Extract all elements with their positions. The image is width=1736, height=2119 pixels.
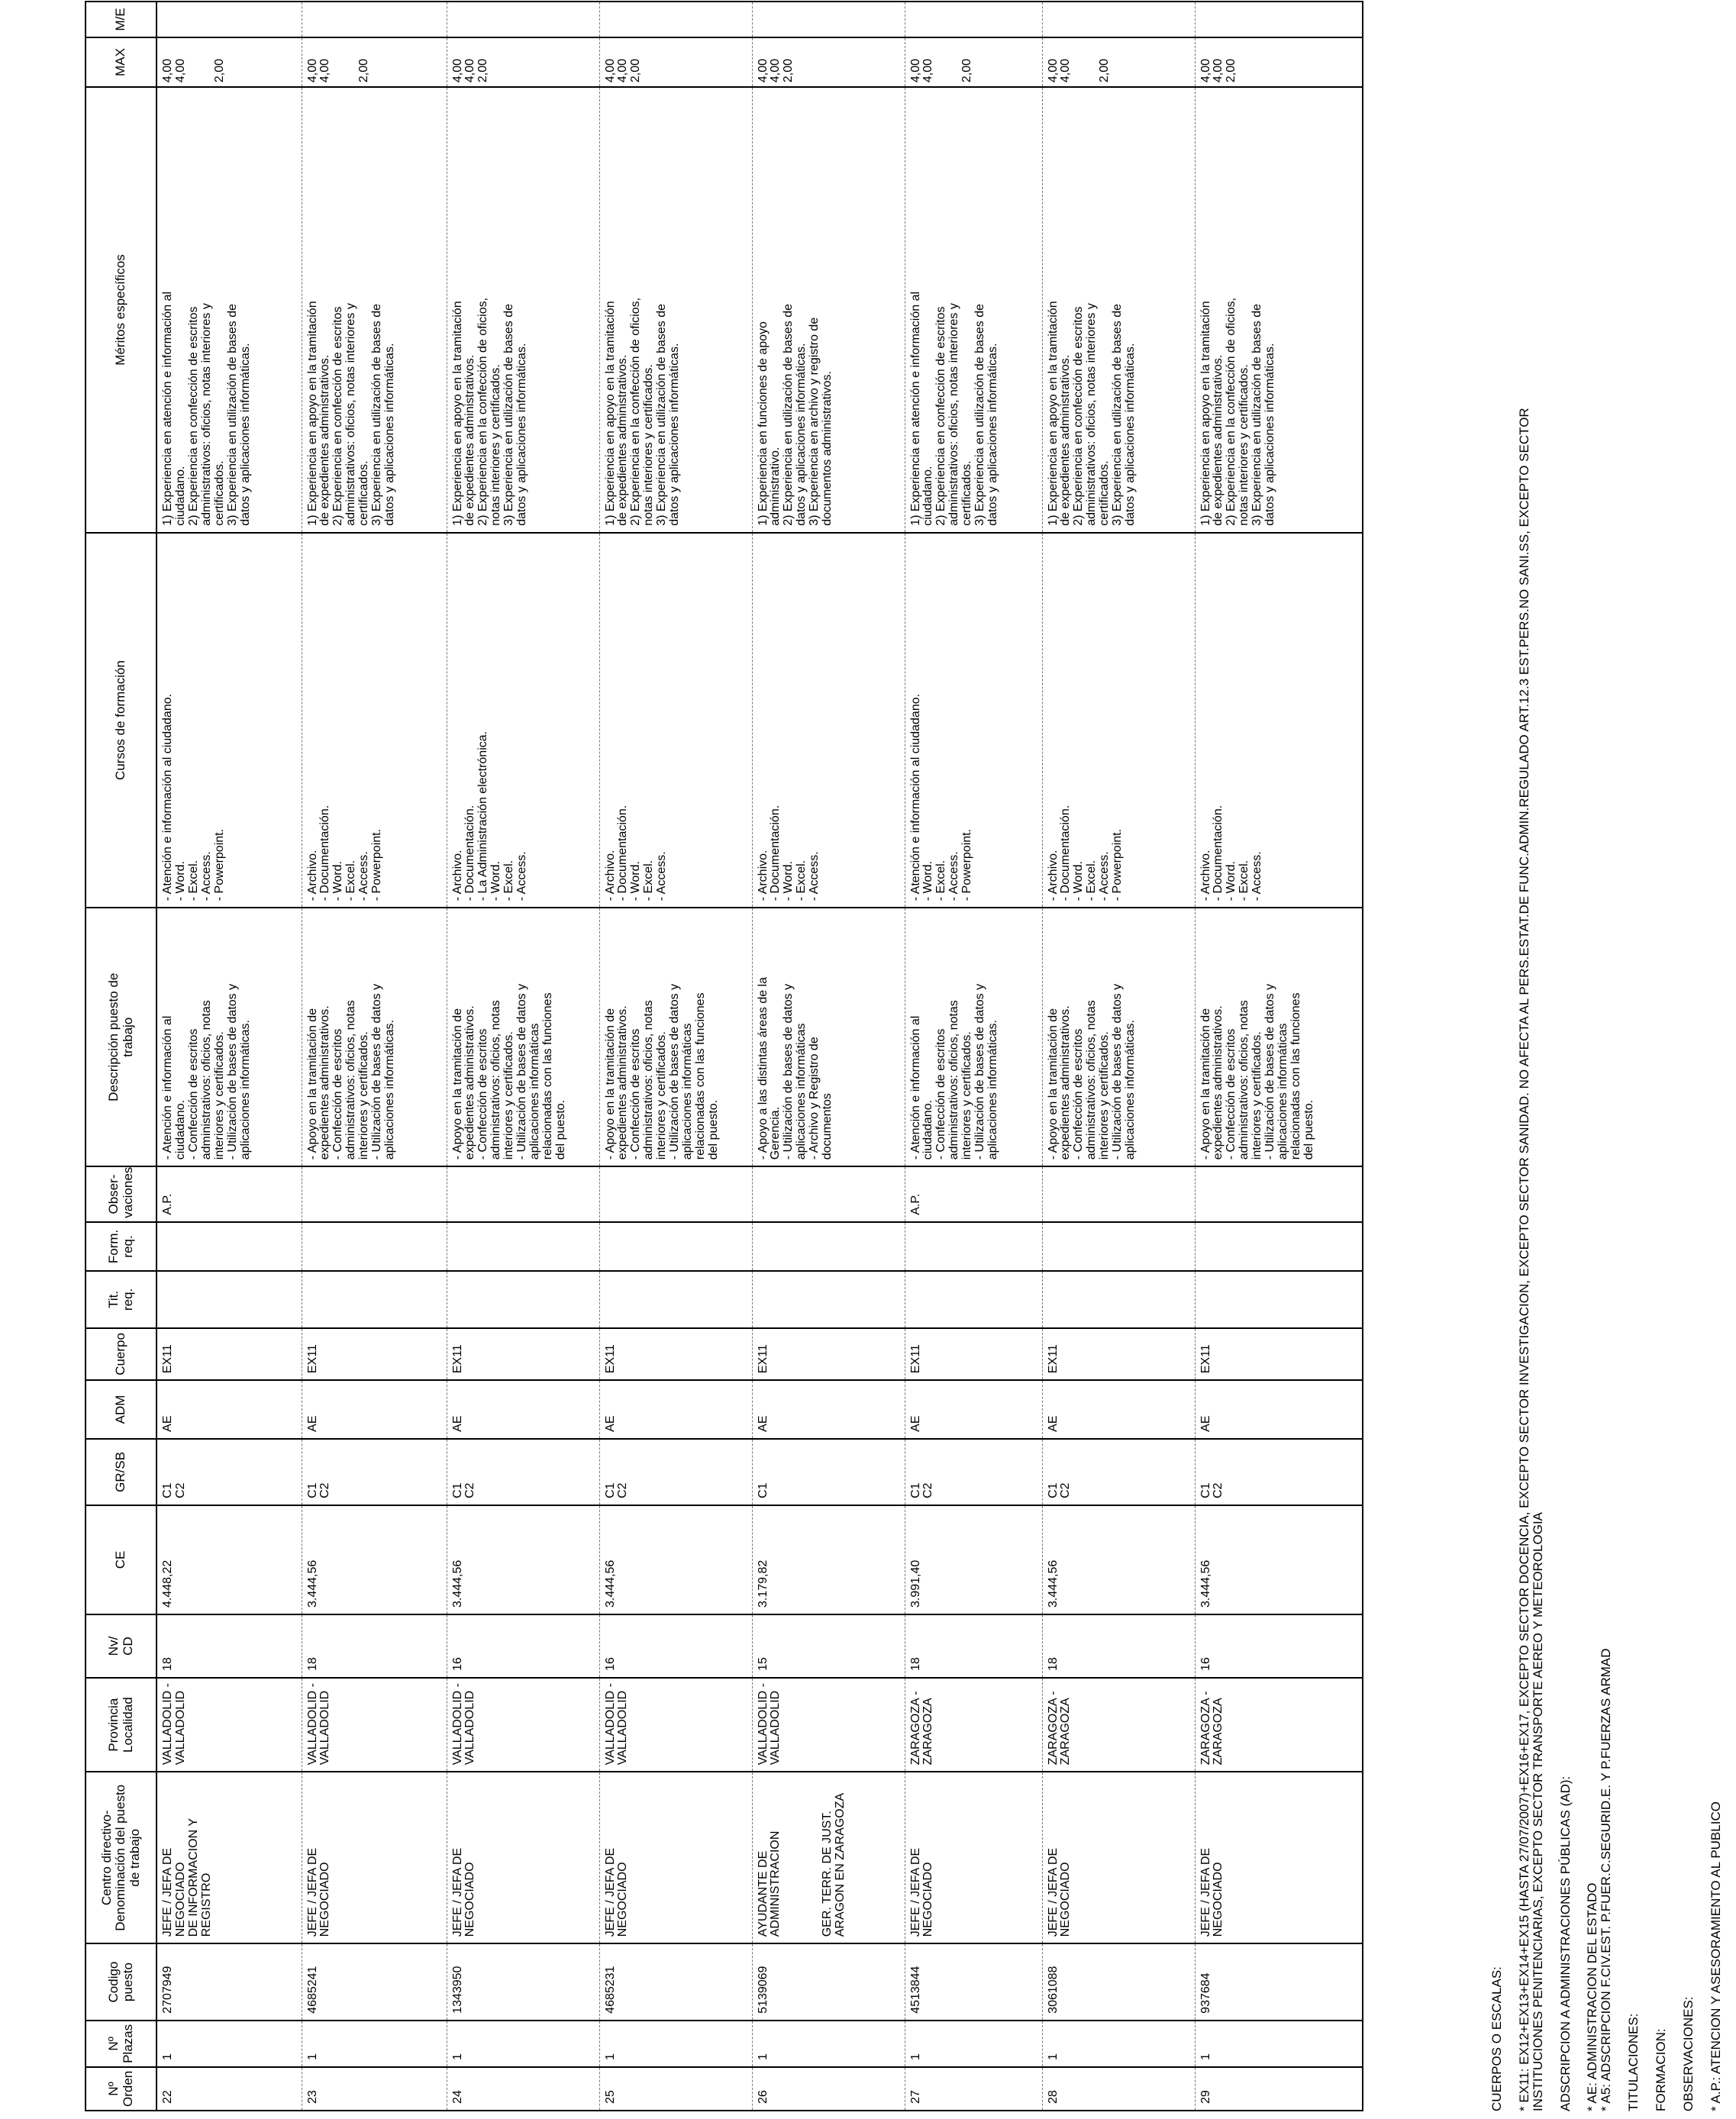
cell-max: 4,00 4,00 2,00 (302, 37, 447, 87)
header-ce: CE (86, 1505, 156, 1614)
header-cuerpo: Cuerpo (86, 1328, 156, 1380)
cell-orden: 28 (1042, 2067, 1195, 2111)
cell-ce: 3.444,56 (599, 1505, 752, 1614)
cell-grupo: C1 C2 (905, 1439, 1042, 1505)
cell-adm: AE (1195, 1380, 1363, 1439)
cell-nivel: 16 (447, 1614, 599, 1678)
legend-cuerpos (1490, 5, 1545, 2111)
cell-cursos: - Archivo. - Documentación. - Word. - Excel. - Access. (599, 533, 752, 908)
cell-observaciones (1042, 1166, 1195, 1222)
cell-formacion (905, 1222, 1042, 1271)
cell-formacion (156, 1222, 302, 1271)
cell-formacion (752, 1222, 905, 1271)
cell-cursos: - Atención e información al ciudadano. - Word. - Excel. - Access. - Powerpoint. (905, 533, 1042, 908)
cell-max: 4,00 4,00 2,00 (752, 37, 905, 87)
cell-codigo: 2707949 (156, 1943, 302, 2021)
cell-codigo: 4685241 (302, 1943, 447, 2021)
header-row (86, 2, 156, 2111)
cell-plazas: 1 (302, 2021, 447, 2067)
cell-provincia: ZARAGOZA - ZARAGOZA (1195, 1678, 1363, 1772)
cell-orden: 22 (156, 2067, 302, 2111)
cell-me (156, 2, 302, 37)
cell-meritos: 1) Experiencia en apoyo en la tramitación de expedientes administrativos. 2) Experiencia en confección de escritos administrativos: oficios, notas interiores y certificados. 3) Experiencia en utilización de bases de datos y aplicaciones informáticas. (302, 87, 447, 533)
cell-plazas: 1 (905, 2021, 1042, 2067)
cell-cursos: - Archivo. - Documentación. - La Administración electrónica. - Word. - Excel. - Access. (447, 533, 599, 908)
cell-nivel: 18 (1042, 1614, 1195, 1678)
cell-cuerpo: EX11 (1195, 1328, 1363, 1380)
cell-formacion (599, 1222, 752, 1271)
cell-max: 4,00 4,00 2,00 (905, 37, 1042, 87)
observaciones-title: OBSERVACIONES: (1680, 1996, 1696, 2111)
table-row (1042, 2, 1195, 2111)
cell-grupo: C1 C2 (1042, 1439, 1195, 1505)
cell-adm: AE (447, 1380, 599, 1439)
cell-centro: JEFE / JEFA DE NEGOCIADO DE INFORMACION Y REGISTRO (156, 1772, 302, 1943)
header-grupo: GR/SB (86, 1439, 156, 1505)
header-centro: Centro directivo- Denominación del puesto de trabajo (86, 1772, 156, 1943)
cell-cursos: - Archivo. - Documentación. - Word. - Excel. - Access. - Powerpoint. (302, 533, 447, 908)
cell-observaciones: A.P. (905, 1166, 1042, 1222)
header-plazas: Nº Plazas (86, 2021, 156, 2067)
cell-descripcion: - Apoyo a las distintas áreas de la Gerencia. - Utilización de bases de datos y aplicaciones informáticas - Archivo y Registro de documentos (752, 908, 905, 1166)
cell-codigo: 937684 (1195, 1943, 1363, 2021)
header-titulacion: Tit. req. (86, 1271, 156, 1328)
legend-footer (1490, 5, 1736, 2111)
cell-max: 4,00 4,00 2,00 (447, 37, 599, 87)
observaciones-ap: * A.P.: ATENCION Y ASESORAMIENTO AL PUBLICO (1708, 1801, 1723, 2111)
cell-cuerpo: EX11 (156, 1328, 302, 1380)
cell-descripcion: - Apoyo en la tramitación de expedientes administrativos. - Confección de escritos administrativos: oficios, notas interiores y certificados. - Utilización de bases de datos y aplicaciones informáticas relacionadas con las funciones del puesto. (1195, 908, 1363, 1166)
cell-codigo: 3061088 (1042, 1943, 1195, 2021)
cell-codigo: 4513844 (905, 1943, 1042, 2021)
cell-ce: 3.991,40 (905, 1505, 1042, 1614)
cell-adm: AE (752, 1380, 905, 1439)
cell-centro: AYUDANTE DE ADMINISTRACION GER. TERR. DE JUST. ARAGON EN ZARAGOZA (752, 1772, 905, 1943)
cell-plazas: 1 (1195, 2021, 1363, 2067)
cell-plazas: 1 (599, 2021, 752, 2067)
header-me: M/E (86, 2, 156, 37)
cell-grupo: C1 C2 (447, 1439, 599, 1505)
cell-grupo: C1 (752, 1439, 905, 1505)
cell-meritos: 1) Experiencia en apoyo en la tramitación de expedientes administrativos. 2) Experiencia en la confección de oficios, notas interiores y certificados. 3) Experiencia en utilización de bases de datos y aplicaciones informáticas. (1195, 87, 1363, 533)
header-max: MAX (86, 37, 156, 87)
cell-descripcion: - Apoyo en la tramitación de expedientes administrativos. - Confección de escritos administrativos: oficios, notas interiores y certificados. - Utilización de bases de datos y aplicaciones informáticas relacionadas con las funciones del puesto. (447, 908, 599, 1166)
header-adm: ADM (86, 1380, 156, 1439)
cell-titulacion (905, 1271, 1042, 1328)
cell-adm: AE (905, 1380, 1042, 1439)
cell-nivel: 18 (905, 1614, 1042, 1678)
cuerpos-text: * EX11: EX12+EX13+EX14+EX15 (HASTA 27/07/2007)+EX16+EX17, EXCEPTO SECTOR DOCENCIA, EXCEPTO SECTOR INVESTIGACION, EXCEPTO SECTOR SANIDAD. NO AFECTA AL PERS.ESTAT.DE FUNC.ADMIN.REGULADO ART.12.3 EST.PERS.NO SANI.SS, EXCEPTO SECTOR INSTITUCIONES PENITENCIARIAS, EXCEPTO SECTOR TRANSPORTE AEREO Y METEOROLOGIA (1516, 408, 1545, 2111)
cell-adm: AE (599, 1380, 752, 1439)
cell-nivel: 16 (1195, 1614, 1363, 1678)
cell-ce: 3.444,56 (302, 1505, 447, 1614)
cell-max: 4,00 4,00 2,00 (599, 37, 752, 87)
table-row (599, 2, 752, 2111)
header-nivel: Nv/ CD (86, 1614, 156, 1678)
cell-provincia: VALLADOLID - VALLADOLID (156, 1678, 302, 1772)
adscripcion-ae: * AE: ADMINISTRACION DEL ESTADO (1585, 1882, 1600, 2111)
cell-observaciones (599, 1166, 752, 1222)
legend-titulaciones (1627, 5, 1641, 2111)
cell-observaciones: A.P. (156, 1166, 302, 1222)
cell-descripcion: - Atención e información al ciudadano. - Confección de escritos administrativos: oficios, notas interiores y certificados. - Utilización de bases de datos y aplicaciones informáticas. (156, 908, 302, 1166)
adscripcion-title: ADSCRIPCION A ADMINISTRACIONES PÚBLICAS (AD): (1557, 1776, 1573, 2111)
cell-adm: AE (156, 1380, 302, 1439)
cell-descripcion: - Apoyo en la tramitación de expedientes administrativos. - Confección de escritos administrativos: oficios, notas interiores y certificados. - Utilización de bases de datos y aplicaciones informáticas. (1042, 908, 1195, 1166)
cell-observaciones (1195, 1166, 1363, 1222)
cell-formacion (447, 1222, 599, 1271)
cell-meritos: 1) Experiencia en atención e información al ciudadano. 2) Experiencia en confección de escritos administrativos: oficios, notas interiores y certificados. 3) Experiencia en utilización de bases de datos y aplicaciones informáticas. (905, 87, 1042, 533)
titulaciones-title: TITULACIONES: (1626, 2013, 1641, 2111)
cell-centro: JEFE / JEFA DE NEGOCIADO (447, 1772, 599, 1943)
cell-titulacion (447, 1271, 599, 1328)
cell-titulacion (1042, 1271, 1195, 1328)
cell-provincia: VALLADOLID - VALLADOLID (302, 1678, 447, 1772)
table-row (905, 2, 1042, 2111)
cell-provincia: VALLADOLID - VALLADOLID (599, 1678, 752, 1772)
cell-grupo: C1 C2 (302, 1439, 447, 1505)
cell-centro: JEFE / JEFA DE NEGOCIADO (599, 1772, 752, 1943)
cell-nivel: 18 (302, 1614, 447, 1678)
cell-centro: JEFE / JEFA DE NEGOCIADO (905, 1772, 1042, 1943)
cell-descripcion: - Atención e información al ciudadano. - Confección de escritos administrativos: oficios, notas interiores y certificados. - Utilización de bases de datos y aplicaciones informáticas. (905, 908, 1042, 1166)
cell-nivel: 16 (599, 1614, 752, 1678)
cell-ce: 3.444,56 (447, 1505, 599, 1614)
cell-cuerpo: EX11 (302, 1328, 447, 1380)
cell-max: 4,00 4,00 2,00 (1195, 37, 1363, 87)
cell-cursos: - Atención e información al ciudadano. - Word. - Excel. - Access. - Powerpoint. (156, 533, 302, 908)
cell-grupo: C1 C2 (156, 1439, 302, 1505)
cell-cursos: - Archivo. - Documentación. - Word. - Excel. - Access. - Powerpoint. (1042, 533, 1195, 908)
cell-cuerpo: EX11 (1042, 1328, 1195, 1380)
cell-me (302, 2, 447, 37)
legend-adscripcion (1559, 5, 1614, 2111)
cell-centro: JEFE / JEFA DE NEGOCIADO (1042, 1772, 1195, 1943)
cell-observaciones (752, 1166, 905, 1222)
header-provincia: Provincia Localidad (86, 1678, 156, 1772)
cell-me (905, 2, 1042, 37)
positions-table (85, 1, 1363, 2111)
cell-orden: 29 (1195, 2067, 1363, 2111)
cell-me (447, 2, 599, 37)
cell-plazas: 1 (1042, 2021, 1195, 2067)
header-descripcion: Descripción puesto de trabajo (86, 908, 156, 1166)
cell-cuerpo: EX11 (905, 1328, 1042, 1380)
cell-titulacion (1195, 1271, 1363, 1328)
cell-orden: 23 (302, 2067, 447, 2111)
cell-adm: AE (302, 1380, 447, 1439)
header-codigo: Codigo puesto (86, 1943, 156, 2021)
cell-me (752, 2, 905, 37)
table-row (1195, 2, 1363, 2111)
cuerpos-title: CUERPOS O ESCALAS: (1489, 1966, 1504, 2111)
cell-orden: 24 (447, 2067, 599, 2111)
cell-meritos: 1) Experiencia en atención e información al ciudadano. 2) Experiencia en confección de escritos administrativos: oficios, notas interiores y certificados. 3) Experiencia en utilización de bases de datos y aplicaciones informáticas. (156, 87, 302, 533)
cell-me (1042, 2, 1195, 37)
cell-ce: 3.444,56 (1195, 1505, 1363, 1614)
legend-formacion (1654, 5, 1668, 2111)
header-cursos: Cursos de formación (86, 533, 156, 908)
table-body (156, 2, 1363, 2111)
legend-observaciones (1682, 5, 1723, 2111)
cell-ce: 3.179,82 (752, 1505, 905, 1614)
formacion-title: FORMACION: (1653, 2028, 1668, 2111)
cell-ce: 3.444,56 (1042, 1505, 1195, 1614)
cell-centro: JEFE / JEFA DE NEGOCIADO (1195, 1772, 1363, 1943)
cell-formacion (1042, 1222, 1195, 1271)
cell-cuerpo: EX11 (752, 1328, 905, 1380)
cell-titulacion (156, 1271, 302, 1328)
table-row (752, 2, 905, 2111)
table-row (156, 2, 302, 2111)
cell-centro: JEFE / JEFA DE NEGOCIADO (302, 1772, 447, 1943)
cell-adm: AE (1042, 1380, 1195, 1439)
cell-nivel: 15 (752, 1614, 905, 1678)
cell-meritos: 1) Experiencia en apoyo en la tramitación de expedientes administrativos. 2) Experiencia en confección de escritos administrativos: oficios, notas interiores y certificados. 3) Experiencia en utilización de bases de datos y aplicaciones informáticas. (1042, 87, 1195, 533)
cell-provincia: VALLADOLID - VALLADOLID (447, 1678, 599, 1772)
header-formacion: Form. req. (86, 1222, 156, 1271)
cell-observaciones (302, 1166, 447, 1222)
header-meritos: Méritos específicos (86, 87, 156, 533)
cell-orden: 25 (599, 2067, 752, 2111)
cell-meritos: 1) Experiencia en funciones de apoyo administrativo. 2) Experiencia en utilización de bases de datos y aplicaciones informáticas. 3) Experiencia en archivo y registro de documentos administrativos. (752, 87, 905, 533)
cell-cursos: - Archivo. - Documentación. - Word. - Excel. - Access. (752, 533, 905, 908)
table-row (447, 2, 599, 2111)
cell-provincia: VALLADOLID - VALLADOLID (752, 1678, 905, 1772)
cell-codigo: 5139069 (752, 1943, 905, 2021)
cell-titulacion (752, 1271, 905, 1328)
cell-meritos: 1) Experiencia en apoyo en la tramitación de expedientes administrativos. 2) Experiencia en la confección de oficios, notas interiores y certificados. 3) Experiencia en utilización de bases de datos y aplicaciones informáticas. (447, 87, 599, 533)
cell-cuerpo: EX11 (447, 1328, 599, 1380)
cell-observaciones (447, 1166, 599, 1222)
cell-provincia: ZARAGOZA - ZARAGOZA (1042, 1678, 1195, 1772)
cell-meritos: 1) Experiencia en apoyo en la tramitación de expedientes administrativos. 2) Experiencia en la confección de oficios, notas interiores y certificados. 3) Experiencia en utilización de bases de datos y aplicaciones informáticas. (599, 87, 752, 533)
cell-max: 4,00 4,00 2,00 (1042, 37, 1195, 87)
cell-plazas: 1 (752, 2021, 905, 2067)
cell-me (599, 2, 752, 37)
header-orden: Nº Orden (86, 2067, 156, 2111)
adscripcion-a5: * A5: ADSCRIPCION F.CIV.EST. P.FUER.C.SEGURID.E. Y P.FUERZAS ARMAD (1599, 1648, 1614, 2111)
cell-max: 4,00 4,00 2,00 (156, 37, 302, 87)
cell-formacion (302, 1222, 447, 1271)
cell-formacion (1195, 1222, 1363, 1271)
cell-grupo: C1 C2 (599, 1439, 752, 1505)
cell-orden: 27 (905, 2067, 1042, 2111)
table-row (302, 2, 447, 2111)
cell-titulacion (599, 1271, 752, 1328)
cell-cuerpo: EX11 (599, 1328, 752, 1380)
cell-plazas: 1 (447, 2021, 599, 2067)
cell-nivel: 18 (156, 1614, 302, 1678)
cell-orden: 26 (752, 2067, 905, 2111)
cell-cursos: - Archivo. - Documentación. - Word. - Excel. - Access. (1195, 533, 1363, 908)
header-observaciones: Obser- vaciones (86, 1166, 156, 1222)
cell-titulacion (302, 1271, 447, 1328)
cell-codigo: 1343950 (447, 1943, 599, 2021)
cell-plazas: 1 (156, 2021, 302, 2067)
cell-codigo: 4685231 (599, 1943, 752, 2021)
cell-provincia: ZARAGOZA - ZARAGOZA (905, 1678, 1042, 1772)
cell-grupo: C1 C2 (1195, 1439, 1363, 1505)
cell-me (1195, 2, 1363, 37)
cell-descripcion: - Apoyo en la tramitación de expedientes administrativos. - Confección de escritos administrativos: oficios, notas interiores y certificados. - Utilización de bases de datos y aplicaciones informáticas relacionadas con las funciones del puesto. (599, 908, 752, 1166)
cell-ce: 4.448,22 (156, 1505, 302, 1614)
cell-descripcion: - Apoyo en la tramitación de expedientes administrativos. - Confección de escritos administrativos: oficios, notas interiores y certificados. - Utilización de bases de datos y aplicaciones informáticas. (302, 908, 447, 1166)
